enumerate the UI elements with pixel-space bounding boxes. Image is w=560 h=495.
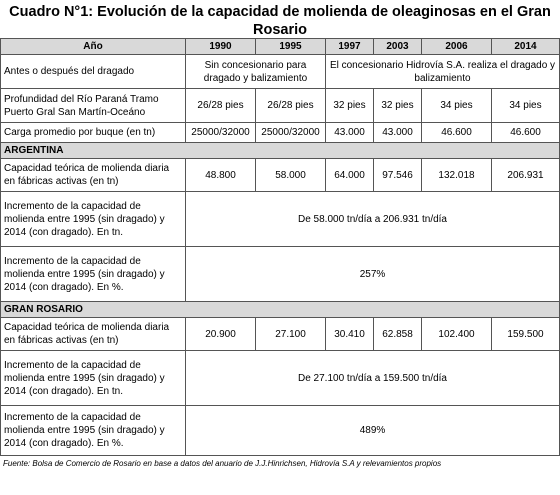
year-2003: 2003	[374, 39, 422, 55]
row-label: Capacidad teórica de molienda diaria en fábricas activas (en tn)	[1, 159, 186, 192]
section-gran-rosario	[1, 302, 560, 318]
table-row	[1, 123, 560, 143]
cell: 159.500	[492, 318, 560, 351]
cell: 34 pies	[492, 89, 560, 123]
cell: 102.400	[422, 318, 492, 351]
table-row	[1, 159, 560, 192]
cell: 26/28 pies	[186, 89, 256, 123]
cell: 30.410	[326, 318, 374, 351]
cell: 32 pies	[374, 89, 422, 123]
increment-pct-value: 257%	[186, 247, 560, 302]
cell: 46.600	[422, 123, 492, 143]
cell: 32 pies	[326, 89, 374, 123]
cell: 46.600	[492, 123, 560, 143]
table-row	[1, 351, 560, 406]
cell: 26/28 pies	[256, 89, 326, 123]
cell: 58.000	[256, 159, 326, 192]
cell: 25000/32000	[186, 123, 256, 143]
cell: 43.000	[374, 123, 422, 143]
row-label: Carga promedio por buque (en tn)	[1, 123, 186, 143]
table-row	[1, 406, 560, 456]
row-label: Incremento de la capacidad de molienda entre 1995 (sin dragado) y 2014 (con dragado). En %.	[1, 406, 186, 456]
increment-pct-value: 489%	[186, 406, 560, 456]
year-1990: 1990	[186, 39, 256, 55]
after-dredging: El concesionario Hidrovía S.A. realiza el dragado y balizamiento	[326, 55, 560, 89]
table-row	[1, 192, 560, 247]
row-label: Capacidad teórica de molienda diaria en fábricas activas (en tn)	[1, 318, 186, 351]
section-label: GRAN ROSARIO	[1, 302, 560, 318]
header-row	[1, 39, 560, 55]
row-label: Profundidad del Río Paraná Tramo Puerto Gral San Martín-Oceáno	[1, 89, 186, 123]
cell: 48.800	[186, 159, 256, 192]
cell: 206.931	[492, 159, 560, 192]
section-label: ARGENTINA	[1, 143, 560, 159]
year-1997: 1997	[326, 39, 374, 55]
year-1995: 1995	[256, 39, 326, 55]
cell: 25000/32000	[256, 123, 326, 143]
source-note: Fuente: Bolsa de Comercio de Rosario en base a datos del anuario de J.J.Hinrichsen, Hidrovía S.A y relevamientos propios	[3, 459, 442, 468]
cell: 132.018	[422, 159, 492, 192]
cell: 64.000	[326, 159, 374, 192]
before-dredging: Sin concesionario para dragado y balizamiento	[186, 55, 326, 89]
increment-tn-value: De 58.000 tn/día a 206.931 tn/día	[186, 192, 560, 247]
row-label: Incremento de la capacidad de molienda entre 1995 (sin dragado) y 2014 (con dragado). En tn.	[1, 351, 186, 406]
table-row	[1, 318, 560, 351]
table-row	[1, 55, 560, 89]
cell: 97.546	[374, 159, 422, 192]
table-row	[1, 247, 560, 302]
cell: 62.858	[374, 318, 422, 351]
table-row	[1, 89, 560, 123]
row-label: Incremento de la capacidad de molienda entre 1995 (sin dragado) y 2014 (con dragado). En %.	[1, 247, 186, 302]
capacity-table	[0, 38, 560, 456]
cell: 20.900	[186, 318, 256, 351]
header-label: Año	[1, 39, 186, 55]
year-2006: 2006	[422, 39, 492, 55]
cell: 34 pies	[422, 89, 492, 123]
increment-tn-value: De 27.100 tn/día a 159.500 tn/día	[186, 351, 560, 406]
row-label: Incremento de la capacidad de molienda entre 1995 (sin dragado) y 2014 (con dragado). En tn.	[1, 192, 186, 247]
row-label: Antes o después del dragado	[1, 55, 186, 89]
cell: 43.000	[326, 123, 374, 143]
table-title: Cuadro N°1: Evolución de la capacidad de molienda de oleaginosas en el Gran Rosario	[9, 4, 551, 38]
section-argentina	[1, 143, 560, 159]
year-2014: 2014	[492, 39, 560, 55]
cell: 27.100	[256, 318, 326, 351]
